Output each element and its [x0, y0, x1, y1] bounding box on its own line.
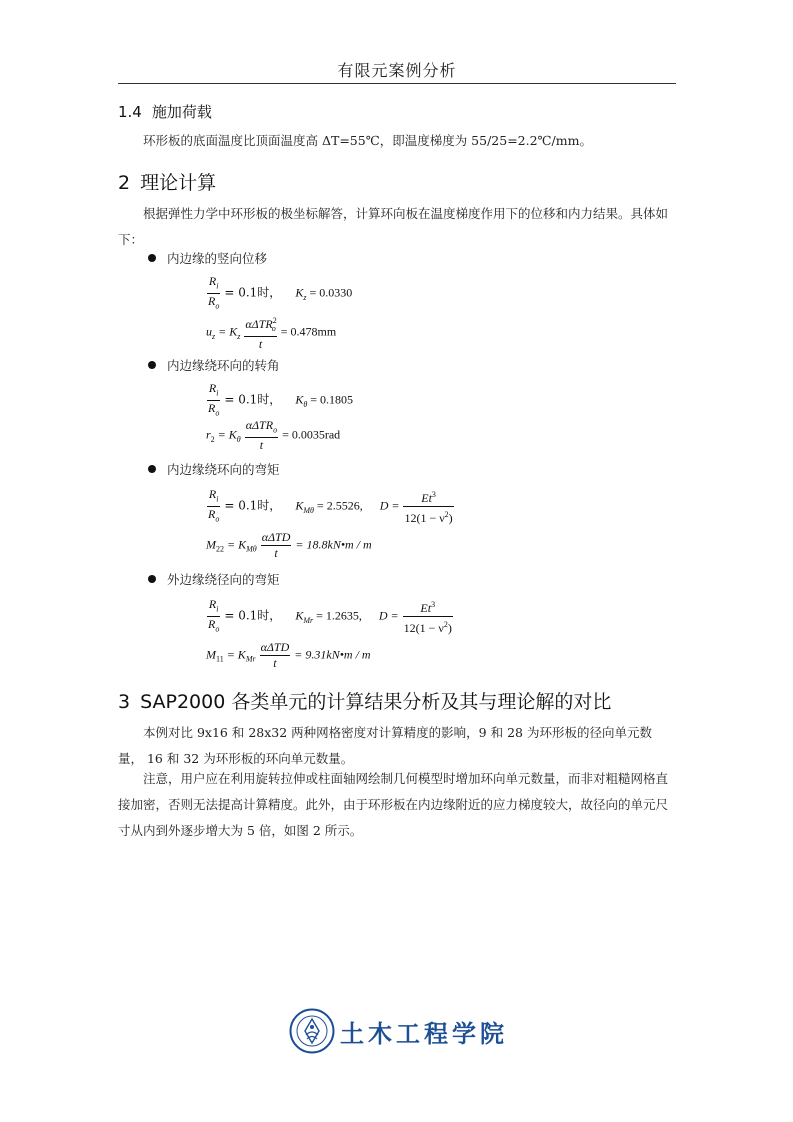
list-item	[148, 570, 280, 588]
bullet-icon	[148, 465, 156, 473]
section-1-4-heading	[118, 101, 212, 122]
equation: $\frac{R_i}{R_o}$ = 0.1时， $K_z = 0.0330$	[206, 274, 352, 314]
section-3-paragraph-1: 本例对比 9x16 和 28x32 两种网格密度对计算精度的影响，9 和 28 为环形板的径向单元数量， 16 和 32 为环形板的环向单元数量。	[118, 725, 652, 766]
section-2-intro: 根据弹性力学中环形板的极坐标解答，计算环向板在温度梯度作用下的位移和内力结果。具体如下：	[118, 206, 669, 247]
section-title: SAP2000 各类单元的计算结果分析及其与理论解的对比	[140, 691, 612, 713]
equation: $r_2 = K_\theta$ $\frac{\alpha\Delta TR_o}{t}$ = 0.0035rad	[206, 418, 341, 453]
list-item-label: 内边缘的竖向位移	[167, 251, 268, 266]
header-title: 有限元案例分析	[337, 61, 457, 80]
fraction: $\frac{R_i}{R_o}$	[208, 487, 220, 524]
fraction: $\frac{Et^3}{12(1 - \nu^2)}$	[403, 597, 453, 636]
fraction: $\frac{R_i}{R_o}$	[208, 381, 220, 418]
section-1-4-text: 环形板的底面温度比顶面温度高 ΔT=55℃，即温度梯度为 55/25=2.2℃/mm。	[143, 133, 592, 148]
section-3-paragraph-2: 注意，用户应在利用旋转拉伸或柱面轴网绘制几何模型时增加环向单元数量，而非对粗糙网格直接加密，否则无法提高计算精度。此外，由于环形板在内边缘附近的应力梯度较大，故径向的单元尺寸从内到外逐步增大为 5 倍，如图 2 所示。	[118, 771, 669, 838]
section-number: 3	[118, 691, 131, 713]
fraction: $\frac{\alpha\Delta TR_o}{t}$	[245, 418, 278, 453]
section-number: 1.4	[118, 103, 142, 121]
list-item	[148, 249, 267, 267]
bullet-icon	[148, 254, 156, 262]
bullet-icon	[148, 361, 156, 369]
section-title: 理论计算	[140, 172, 217, 194]
equation: $u_z = K_z$ $\frac{\alpha\Delta TR^2_o}{t}$ = 0.478mm	[206, 313, 336, 352]
equation: $M_{11} = K_{Mr}$ $\frac{\text{αΔTD}}{t}$ = 9.31kN•m / m	[206, 640, 371, 670]
header-rule	[118, 83, 676, 84]
equation: $\frac{R_i}{R_o}$ = 0.1时， $K_{Mr} = 1.2635$, D = $\frac{Et^3}{12(1 - \nu^2)}$	[208, 597, 452, 636]
fraction: $\frac{\text{αΔTD}}{t}$	[261, 530, 291, 560]
fraction: $\frac{Et^3}{12(1 - \nu^2)}$	[403, 487, 453, 526]
equation: $\frac{R_i}{R_o}$ = 0.1时， $K_{M\theta} = 2.5526$, D = $\frac{Et^3}{12(1 - \nu^2)}$	[208, 487, 453, 526]
fraction: $\frac{\alpha\Delta TR^2_o}{t}$	[244, 313, 276, 352]
section-title: 施加荷载	[151, 103, 212, 121]
list-item	[148, 356, 280, 374]
university-seal-icon	[289, 1008, 335, 1054]
list-item	[148, 460, 280, 478]
list-item-label: 内边缘绕环向的转角	[167, 358, 280, 373]
list-item-label: 外边缘绕径向的弯矩	[167, 572, 280, 587]
bullet-icon	[148, 575, 156, 583]
fraction: $\frac{\text{αΔTD}}{t}$	[260, 640, 290, 670]
footer-school-name: 土木工程学院	[340, 1019, 508, 1048]
equation: $M_{22} = K_{M\theta}$ $\frac{\text{αΔTD}}{t}$ = 18.8kN•m / m	[206, 530, 372, 560]
section-number: 2	[118, 172, 131, 194]
fraction: $\frac{R_i}{R_o}$	[208, 597, 220, 634]
section-3-heading	[118, 687, 611, 714]
section-2-heading	[118, 168, 216, 195]
list-item-label: 内边缘绕环向的弯矩	[167, 462, 280, 477]
fraction: $\frac{R_i}{R_o}$	[208, 274, 220, 311]
equation: $\frac{R_i}{R_o}$ = 0.1时， $K_\theta = 0.1805$	[206, 381, 353, 421]
